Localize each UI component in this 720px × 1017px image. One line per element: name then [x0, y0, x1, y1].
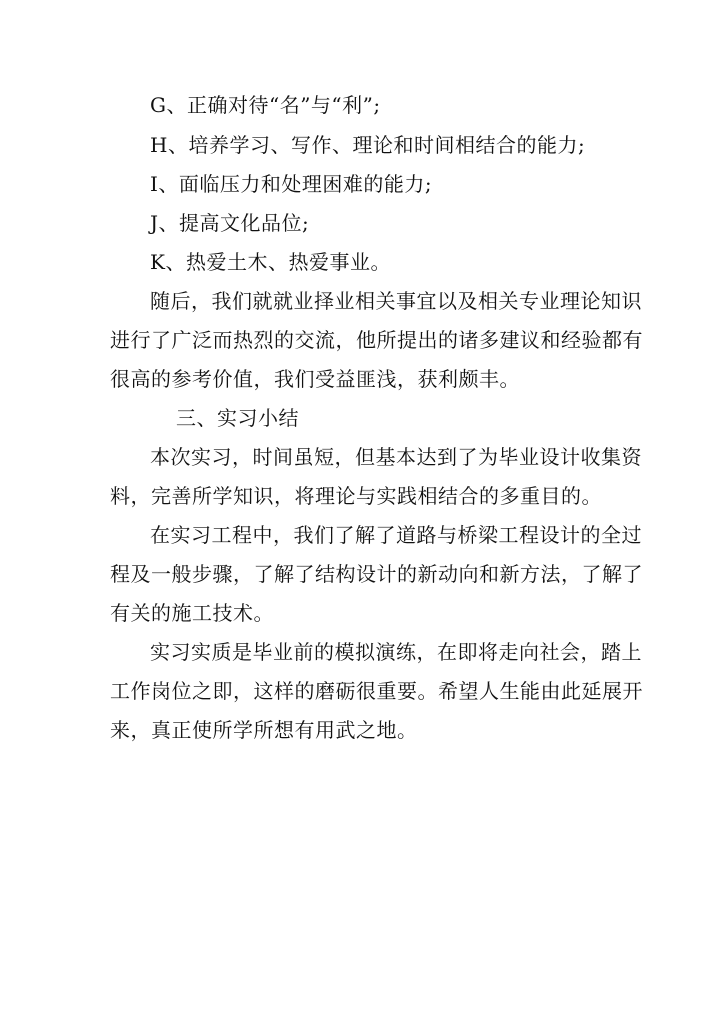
list-item-h: H、培养学习、写作、理论和时间相结合的能力; — [150, 133, 586, 157]
paragraph-line: 程及一般步骤，了解了结构设计的新动向和新方法，了解了 — [110, 562, 643, 586]
list-item-g: G、正确对待“名”与“利”; — [150, 93, 381, 117]
paragraph-line: 工作岗位之即，这样的磨砺很重要。希望人生能由此延展开 — [110, 679, 643, 703]
list-item-i: I、面临压力和处理困难的能力; — [150, 172, 433, 196]
list-item-j: J、提高文化品位; — [150, 211, 310, 235]
paragraph-line: 进行了广泛而热烈的交流，他所提出的诸多建议和经验都有 — [110, 328, 643, 352]
paragraph-line: 实习实质是毕业前的模拟演练，在即将走向社会，踏上 — [150, 640, 642, 664]
section-heading: 三、实习小结 — [176, 406, 299, 430]
paragraph-line: 来，真正使所学所想有用武之地。 — [110, 718, 418, 742]
paragraph-line: 本次实习，时间虽短，但基本达到了为毕业设计收集资 — [150, 445, 642, 469]
list-item-k: K、热爱土木、热爱事业。 — [150, 250, 391, 274]
paragraph-line: 随后，我们就就业择业相关事宜以及相关专业理论知识 — [150, 289, 642, 313]
paragraph-line: 在实习工程中，我们了解了道路与桥梁工程设计的全过 — [150, 523, 642, 547]
paragraph-line: 有关的施工技术。 — [110, 601, 274, 625]
paragraph-line: 料，完善所学知识，将理论与实践相结合的多重目的。 — [110, 484, 602, 508]
paragraph-line: 很高的参考价值，我们受益匪浅，获利颇丰。 — [110, 367, 520, 391]
